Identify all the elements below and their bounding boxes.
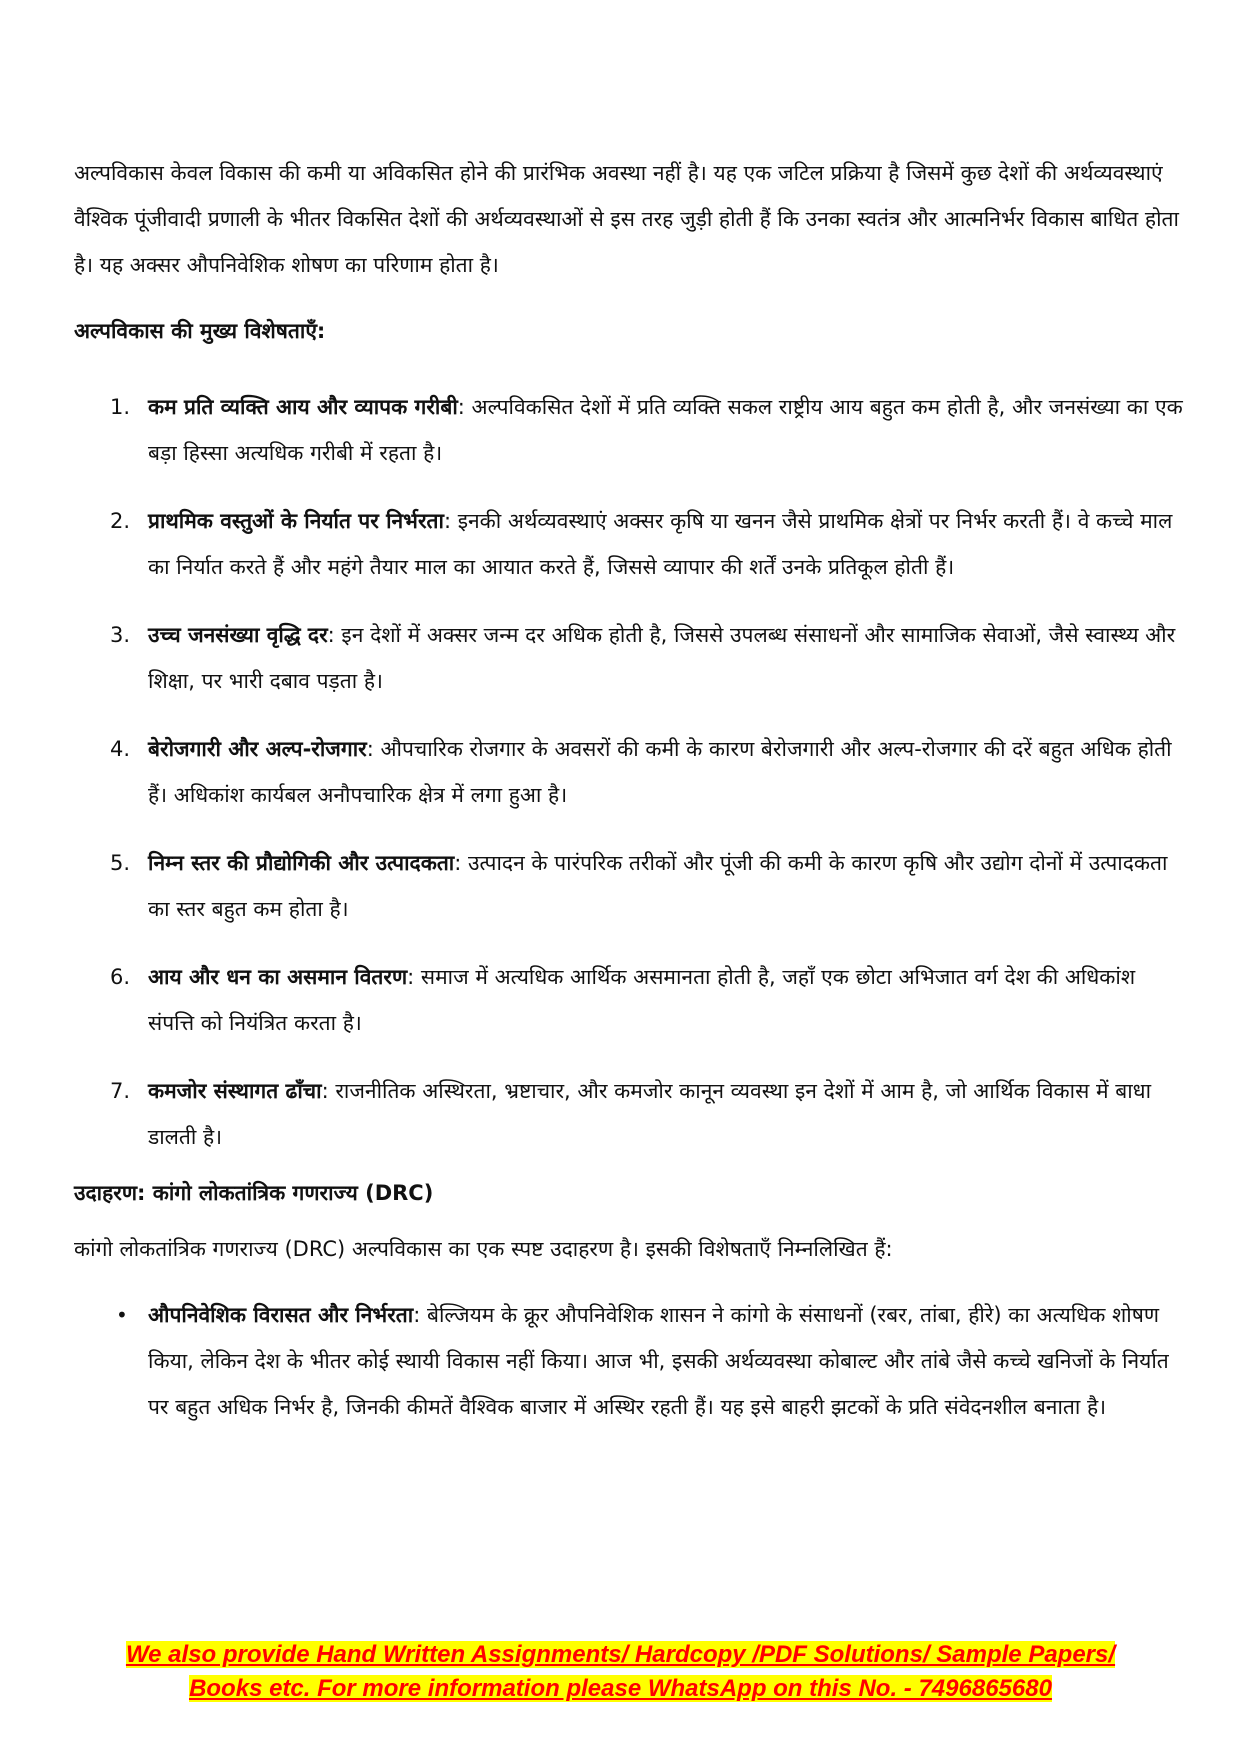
list-number: 3. (110, 623, 131, 647)
feature-description: : समाज में अत्यधिक आर्थिक असमानता होती है, जहाँ एक छोटा अभिजात वर्ग देश की अधिकांश संपत्ति को नियंत्रित करता है। (148, 965, 1136, 1035)
features-heading: अल्पविकास की मुख्य विशेषताएँ: (74, 319, 326, 343)
feature-term: प्राथमिक वस्तुओं के निर्यात पर निर्भरता (148, 509, 444, 533)
example-point-description: : बेल्जियम के क्रूर औपनिवेशिक शासन ने कांगो के संसाधनों (रबर, तांबा, हीरे) का अत्यधिक शोषण किया, लेकिन देश के भीतर कोई स्थायी विकास नहीं किया। आज भी, इसकी अर्थव्यवस्था कोबाल्ट और तांबे जैसे कच्चे खनिजों के निर्यात पर बहुत अधिक निर्भर है, जिनकी कीमतें वैश्विक बाजार में अस्थिर रहती हैं। यह इसे बाहरी झटकों के प्रति संवेदनशील बनाता है। (148, 1303, 1169, 1419)
example-heading: उदाहरण: कांगो लोकतांत्रिक गणराज्य (DRC) (74, 1181, 434, 1205)
example-intro: कांगो लोकतांत्रिक गणराज्य (DRC) अल्पविकास का एक स्पष्ट उदाहरण है। इसकी विशेषताएँ निम्नलिखित हैं: (74, 1237, 893, 1261)
example-points-list (74, 1292, 1184, 1430)
feature-description: : राजनीतिक अस्थिरता, भ्रष्टाचार, और कमजोर कानून व्यवस्था इन देशों में आम है, जो आर्थिक विकास में बाधा डालती है। (148, 1079, 1152, 1149)
promo-line-2: Books etc. For more information please WhatsApp on this No. - 7496865680 (189, 1675, 1052, 1702)
feature-description: : औपचारिक रोजगार के अवसरों की कमी के कारण बेरोजगारी और अल्प-रोजगार की दरें बहुत अधिक होती हैं। अधिकांश कार्यबल अनौपचारिक क्षेत्र में लगा हुआ है। (148, 737, 1172, 807)
feature-term: निम्न स्तर की प्रौद्योगिकी और उत्पादकता (148, 851, 455, 875)
intro-paragraph: अल्पविकास केवल विकास की कमी या अविकसित होने की प्रारंभिक अवस्था नहीं है। यह एक जटिल प्रक्रिया है जिसमें कुछ देशों की अर्थव्यवस्थाएं वैश्विक पूंजीवादी प्रणाली के भीतर विकसित देशों की अर्थव्यवस्थाओं से इस तरह जुड़ी होती हैं कि उनका स्वतंत्र और आत्मनिर्भर विकास बाधित होता है। यह अक्सर औपनिवेशिक शोषण का परिणाम होता है। (74, 161, 1179, 277)
list-item (74, 384, 1184, 476)
example-point-term: औपनिवेशिक विरासत और निर्भरता (148, 1303, 414, 1327)
list-number: 6. (110, 965, 131, 989)
feature-description: : अल्पविकसित देशों में प्रति व्यक्ति सकल राष्ट्रीय आय बहुत कम होती है, और जनसंख्या का एक बड़ा हिस्सा अत्यधिक गरीबी में रहता है। (148, 395, 1183, 465)
feature-term: बेरोजगारी और अल्प-रोजगार (148, 737, 367, 761)
feature-description: : उत्पादन के पारंपरिक तरीकों और पूंजी की कमी के कारण कृषि और उद्योग दोनों में उत्पादकता का स्तर बहुत कम होता है। (148, 851, 1168, 921)
list-number: 4. (110, 737, 131, 761)
list-number: 5. (110, 851, 131, 875)
feature-description: : इन देशों में अक्सर जन्म दर अधिक होती है, जिससे उपलब्ध संसाधनों और सामाजिक सेवाओं, जैसे स्वास्थ्य और शिक्षा, पर भारी दबाव पड़ता है। (148, 623, 1176, 693)
list-number: 1. (110, 395, 131, 419)
list-item (74, 1068, 1184, 1160)
bullet-icon: • (116, 1303, 128, 1327)
list-item (74, 726, 1184, 818)
document-content (74, 150, 1184, 1430)
list-number: 2. (110, 509, 131, 533)
list-item (74, 840, 1184, 932)
list-number: 7. (110, 1079, 131, 1103)
promo-footer (0, 1638, 1241, 1706)
feature-term: उच्च जनसंख्या वृद्धि दर (148, 623, 328, 647)
feature-term: कमजोर संस्थागत ढाँचा (148, 1079, 322, 1103)
feature-description: : इनकी अर्थव्यवस्थाएं अक्सर कृषि या खनन जैसे प्राथमिक क्षेत्रों पर निर्भर करती हैं। वे कच्चे माल का निर्यात करते हैं और महंगे तैयार माल का आयात करते हैं, जिससे व्यापार की शर्तें उनके प्रतिकूल होती हैं। (148, 509, 1173, 579)
list-item (74, 612, 1184, 704)
list-item (74, 954, 1184, 1046)
list-item (74, 1292, 1184, 1430)
promo-line-1: We also provide Hand Written Assignments/ Hardcopy /PDF Solutions/ Sample Papers/ (125, 1641, 1116, 1668)
features-list (74, 384, 1184, 1160)
list-item (74, 498, 1184, 590)
feature-term: कम प्रति व्यक्ति आय और व्यापक गरीबी (148, 395, 458, 419)
feature-term: आय और धन का असमान वितरण (148, 965, 408, 989)
